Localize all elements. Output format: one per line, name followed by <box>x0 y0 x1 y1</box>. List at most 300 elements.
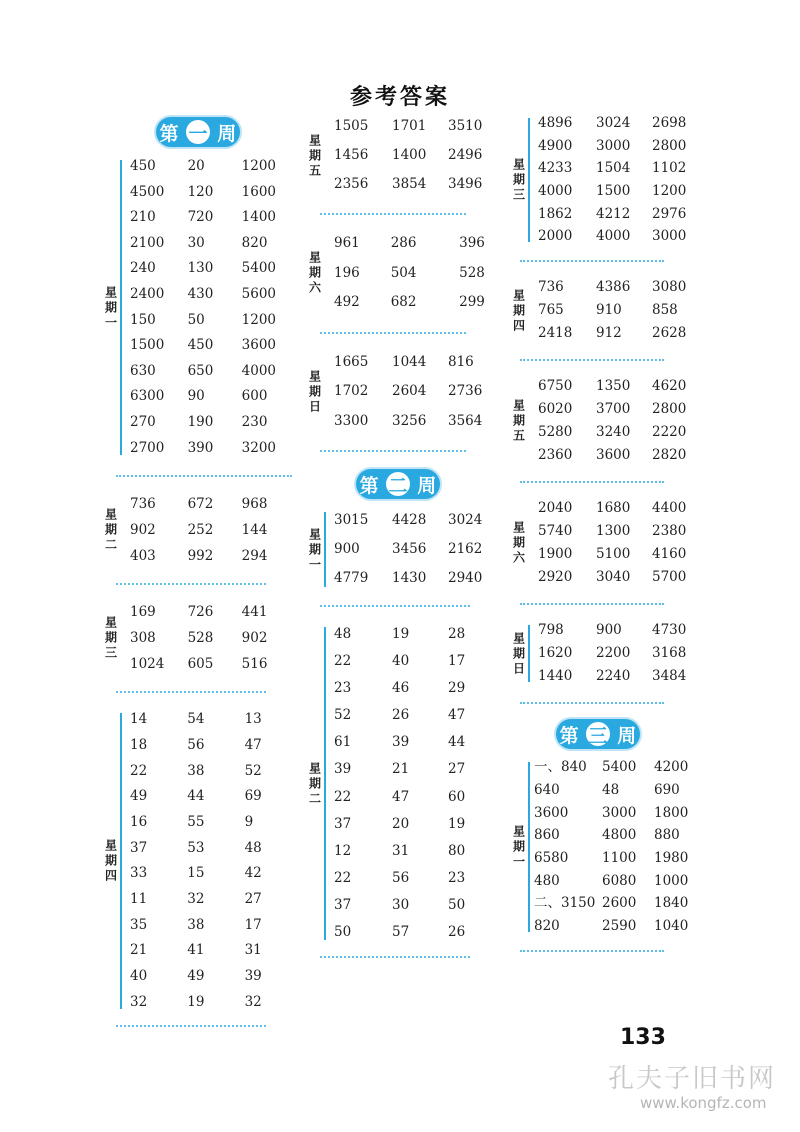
answer-value: 37 <box>130 839 148 856</box>
answer-row <box>538 157 712 180</box>
answer-value: 55 <box>187 813 205 830</box>
answer-value: 46 <box>392 680 410 697</box>
answer-value: 44 <box>448 734 466 751</box>
answer-value: 1040 <box>654 917 689 934</box>
answer-row <box>538 642 712 665</box>
answer-value: 3240 <box>596 424 631 441</box>
answer-value: 22 <box>334 869 352 886</box>
separator <box>320 605 470 607</box>
answer-value: 605 <box>187 656 214 673</box>
answer-row <box>538 619 712 642</box>
answer-value: 2360 <box>538 447 573 464</box>
answer-value: 54 <box>187 711 205 728</box>
answer-value: 169 <box>130 604 156 621</box>
answer-row <box>334 229 508 259</box>
answer-value: 441 <box>241 604 268 621</box>
answer-row <box>334 259 508 289</box>
answer-value: 20 <box>187 158 205 174</box>
answer-value: 4400 <box>652 500 687 517</box>
answer-value: 9 <box>244 813 254 830</box>
answer-value: 26 <box>392 707 410 724</box>
answer-value: 40 <box>130 968 148 984</box>
answer-value: 3000 <box>602 804 637 821</box>
answer-value: 2240 <box>596 668 631 685</box>
answer-value: 31 <box>244 942 262 959</box>
answer-value: 1702 <box>334 383 369 399</box>
answer-value: 3040 <box>596 569 631 586</box>
answer-value: 900 <box>334 541 360 557</box>
answer-value: 390 <box>187 439 214 456</box>
answer-value: 1840 <box>654 895 689 912</box>
answer-value: 6580 <box>534 849 569 866</box>
answer-row <box>130 384 294 410</box>
answer-value: 1680 <box>596 500 631 517</box>
answer-value: 4386 <box>596 279 631 296</box>
answer-row <box>130 759 294 785</box>
answer-row <box>538 543 712 566</box>
w1-saturday-section <box>308 229 508 318</box>
answer-row <box>538 225 712 248</box>
answer-value: 23 <box>334 680 352 697</box>
answer-value: 4212 <box>596 205 631 222</box>
answer-value: 3300 <box>334 412 369 429</box>
answer-value: 3168 <box>652 645 687 662</box>
answer-value: 35 <box>130 916 148 933</box>
answer-rows <box>130 599 294 677</box>
answer-value: 6300 <box>130 388 165 405</box>
w1-tuesday-section <box>104 491 294 569</box>
answer-row <box>534 802 712 825</box>
column-1 <box>104 112 294 1027</box>
answer-value: 1102 <box>652 160 687 177</box>
answer-row <box>538 203 712 226</box>
day-label: 星期六 <box>512 520 525 565</box>
answer-value: 2800 <box>652 137 687 154</box>
w1-friday-section <box>308 112 508 199</box>
answer-value: 2940 <box>448 570 483 586</box>
answer-value: 69 <box>244 788 262 805</box>
answer-row <box>538 112 712 135</box>
answer-value: 53 <box>187 839 205 856</box>
day-label: 星期二 <box>308 761 321 806</box>
answer-rows <box>334 229 508 318</box>
answer-value: 765 <box>538 302 564 319</box>
answer-row <box>538 135 712 158</box>
answer-value: 2400 <box>130 285 165 302</box>
day-label: 星期一 <box>104 285 117 330</box>
w2-tuesday-section <box>308 621 508 946</box>
answer-value: 30 <box>392 896 410 913</box>
answer-value: 294 <box>241 548 268 565</box>
answer-row <box>130 205 294 231</box>
answer-value: 11 <box>130 890 148 907</box>
answer-value: 528 <box>459 264 485 281</box>
answer-value: 1620 <box>538 645 573 662</box>
answer-row <box>334 112 508 141</box>
answer-value: 880 <box>654 827 680 844</box>
answer-value: 32 <box>130 993 148 1010</box>
separator <box>320 450 466 452</box>
answer-value: 4900 <box>538 137 573 154</box>
answer-value: 3600 <box>534 804 569 821</box>
page-title: 参考答案 <box>349 85 450 110</box>
answer-value: 57 <box>392 924 410 941</box>
answer-value: 5280 <box>538 424 573 441</box>
answer-value: 6080 <box>602 872 637 889</box>
answer-value: 3564 <box>448 412 483 429</box>
separator <box>116 691 266 693</box>
answer-value: 630 <box>130 362 156 379</box>
answer-value: 5100 <box>596 546 631 563</box>
answer-value: 1200 <box>652 183 687 200</box>
answer-value: 38 <box>187 762 205 779</box>
answer-value: 3200 <box>241 439 277 456</box>
answer-value: 2000 <box>538 228 573 245</box>
answer-value: 2162 <box>448 541 483 557</box>
answer-value: 22 <box>334 653 352 670</box>
answer-value: 858 <box>652 302 678 319</box>
answer-row <box>334 377 508 407</box>
day-label: 星期三 <box>512 157 525 202</box>
separator <box>520 950 664 952</box>
answer-value: 1980 <box>654 849 689 866</box>
day-label: 星期六 <box>308 250 321 295</box>
w2-monday-section <box>308 506 508 593</box>
answer-value: 6020 <box>538 401 573 418</box>
answer-value: 4233 <box>538 160 573 177</box>
answer-value: 2920 <box>538 569 573 586</box>
answer-row <box>130 733 294 759</box>
answer-value: 28 <box>448 626 466 642</box>
answer-value: 726 <box>187 604 214 621</box>
answer-value: 1200 <box>241 311 277 328</box>
separator <box>520 603 664 605</box>
answer-rows <box>130 707 294 1015</box>
answer-value: 60 <box>448 788 466 805</box>
w3-monday-section <box>512 756 712 938</box>
answer-row <box>538 398 712 421</box>
answer-value: 30 <box>187 234 205 251</box>
answer-row <box>334 506 508 535</box>
answer-value: 270 <box>130 413 156 430</box>
answer-value: 640 <box>534 781 560 798</box>
answer-row <box>130 707 294 733</box>
answer-row <box>130 517 294 543</box>
answer-value: 一、840 <box>534 759 587 776</box>
answer-value: 47 <box>392 788 410 805</box>
answer-value: 1600 <box>241 183 277 200</box>
answer-value: 403 <box>130 548 156 565</box>
answer-row <box>334 648 508 675</box>
answer-value: 6750 <box>538 378 573 395</box>
answer-value: 21 <box>392 761 410 778</box>
answer-row <box>130 913 294 939</box>
answer-value: 56 <box>392 869 410 886</box>
separator <box>320 332 466 334</box>
answer-row <box>334 675 508 702</box>
answer-value: 49 <box>187 968 205 984</box>
w1-sunday-section <box>308 348 508 437</box>
answer-value: 820 <box>241 234 268 251</box>
answer-value: 492 <box>334 294 360 310</box>
answer-value: 3484 <box>652 668 687 685</box>
answer-value: 3600 <box>596 447 631 464</box>
answer-value: 47 <box>448 707 466 724</box>
answer-row <box>130 887 294 913</box>
answer-row <box>130 491 294 517</box>
answer-row <box>334 407 508 437</box>
answer-row <box>130 990 294 1016</box>
answer-value: 816 <box>448 353 474 370</box>
answer-row <box>538 180 712 203</box>
w2-wednesday-section <box>512 112 712 248</box>
answer-value: 12 <box>334 842 352 859</box>
answer-value: 2040 <box>538 500 573 517</box>
answer-value: 48 <box>244 839 262 856</box>
answer-value: 992 <box>187 548 214 565</box>
w1-monday-section <box>104 154 294 461</box>
answer-row <box>538 375 712 398</box>
day-label: 星期三 <box>104 615 117 660</box>
week-1-header <box>156 112 294 154</box>
answer-value: 516 <box>241 656 268 673</box>
answer-value: 1000 <box>654 872 689 889</box>
separator <box>116 1025 266 1027</box>
answer-value: 39 <box>244 968 262 984</box>
answer-row <box>534 892 712 915</box>
separator <box>520 481 664 483</box>
answer-row <box>130 543 294 569</box>
answer-rows <box>538 497 712 589</box>
answer-value: 1024 <box>130 656 165 673</box>
answer-value: 48 <box>334 626 352 642</box>
answer-value: 22 <box>334 788 352 805</box>
answer-value: 39 <box>392 734 410 751</box>
answer-value: 37 <box>334 815 352 832</box>
answer-row <box>538 497 712 520</box>
answer-row <box>130 599 294 625</box>
answer-value: 3080 <box>652 279 687 296</box>
answer-value: 3024 <box>448 512 483 528</box>
answer-value: 20 <box>392 815 410 832</box>
answer-value: 二、3150 <box>534 895 596 912</box>
answer-value: 3600 <box>241 337 277 354</box>
answer-rows <box>334 348 508 437</box>
answer-rows <box>334 621 508 946</box>
answer-row <box>130 625 294 651</box>
answer-value: 4200 <box>654 759 689 776</box>
answer-rows <box>538 112 712 248</box>
answer-value: 798 <box>538 622 564 639</box>
answer-value: 4620 <box>652 378 687 395</box>
answer-value: 430 <box>187 285 214 302</box>
answer-value: 2200 <box>596 645 631 662</box>
answer-rows <box>130 154 294 461</box>
answer-value: 480 <box>534 872 560 889</box>
answer-value: 2220 <box>652 424 687 441</box>
answer-value: 19 <box>392 626 410 642</box>
answer-value: 23 <box>448 869 466 886</box>
answer-value: 2736 <box>448 383 483 399</box>
answer-row <box>534 779 712 802</box>
answer-value: 600 <box>241 388 268 405</box>
answer-value: 14 <box>130 711 148 728</box>
day-label: 星期日 <box>308 369 321 414</box>
answer-row <box>334 838 508 865</box>
answer-value: 37 <box>334 896 352 913</box>
answer-row <box>538 520 712 543</box>
answer-value: 2604 <box>392 383 427 399</box>
answer-value: 22 <box>130 762 148 779</box>
answer-value: 3024 <box>596 115 631 131</box>
answer-value: 2976 <box>652 205 687 222</box>
answer-value: 2496 <box>448 147 483 163</box>
week-3-header <box>556 714 712 756</box>
answer-value: 860 <box>534 827 560 844</box>
answer-value: 42 <box>244 865 262 882</box>
answer-row <box>130 256 294 282</box>
answer-row <box>334 535 508 564</box>
answer-row <box>130 964 294 990</box>
answer-row <box>538 444 712 467</box>
column-3 <box>512 112 712 952</box>
answer-value: 3015 <box>334 512 369 528</box>
answer-row <box>130 784 294 810</box>
answer-row <box>534 824 712 847</box>
answer-value: 50 <box>448 896 466 913</box>
week-2-badge: 第 二 周 <box>356 469 440 499</box>
answer-value: 38 <box>187 916 205 933</box>
answer-value: 3496 <box>448 176 483 192</box>
answer-value: 1400 <box>392 147 427 163</box>
answer-value: 1900 <box>538 546 573 563</box>
answer-row <box>534 756 712 779</box>
answer-value: 230 <box>241 413 268 430</box>
answer-rows <box>538 619 712 688</box>
answer-value: 5600 <box>241 285 277 302</box>
answer-row <box>334 702 508 729</box>
answer-value: 19 <box>187 993 205 1010</box>
watermark-url: www.kongfz.com <box>640 1094 767 1112</box>
day-label: 星期五 <box>512 398 525 443</box>
answer-value: 1440 <box>538 668 573 685</box>
answer-value: 1200 <box>241 158 277 174</box>
answer-value: 13 <box>244 711 262 728</box>
answer-rows <box>334 112 508 199</box>
answer-row <box>130 436 294 462</box>
answer-row <box>334 348 508 378</box>
answer-value: 1350 <box>596 378 631 395</box>
answer-value: 80 <box>448 842 466 859</box>
answer-value: 3000 <box>652 228 687 245</box>
day-label: 星期五 <box>308 133 321 177</box>
answer-value: 150 <box>130 311 156 328</box>
w2-saturday-section <box>512 497 712 589</box>
answer-value: 27 <box>244 890 262 907</box>
answer-value: 41 <box>187 942 205 959</box>
answer-value: 210 <box>130 209 156 226</box>
page-number: 133 <box>620 1025 666 1050</box>
answer-value: 4428 <box>392 512 427 528</box>
answer-value: 3256 <box>392 412 427 429</box>
answer-value: 48 <box>602 781 620 798</box>
answer-row <box>538 665 712 688</box>
day-label: 星期一 <box>308 527 321 571</box>
answer-value: 5700 <box>652 569 687 586</box>
answer-row <box>334 170 508 199</box>
answer-value: 1665 <box>334 353 369 370</box>
answer-row <box>334 811 508 838</box>
answer-value: 2380 <box>652 523 687 540</box>
week-3-badge: 第 三 周 <box>556 719 640 749</box>
answer-value: 720 <box>187 209 214 226</box>
answer-value: 90 <box>187 388 205 405</box>
answer-row <box>130 810 294 836</box>
answer-value: 2800 <box>652 401 687 418</box>
answer-value: 252 <box>187 522 214 539</box>
answer-value: 504 <box>390 264 417 281</box>
answer-value: 2820 <box>652 447 687 464</box>
answer-value: 396 <box>459 235 485 251</box>
answer-value: 50 <box>334 924 352 941</box>
answer-row <box>334 729 508 756</box>
answer-rows <box>538 276 712 345</box>
answer-value: 1400 <box>241 209 277 226</box>
answer-value: 4000 <box>596 228 631 245</box>
answer-value: 33 <box>130 865 148 882</box>
answer-value: 29 <box>448 680 466 697</box>
answer-value: 1504 <box>596 160 631 177</box>
answer-value: 1456 <box>334 147 369 163</box>
answer-value: 308 <box>130 630 156 647</box>
answer-value: 32 <box>244 993 262 1010</box>
answer-value: 1500 <box>596 183 631 200</box>
answer-value: 1701 <box>392 118 427 134</box>
answer-value: 4500 <box>130 183 165 200</box>
answer-value: 27 <box>448 761 466 778</box>
answer-row <box>334 892 508 919</box>
answer-row <box>334 141 508 170</box>
answer-value: 3000 <box>596 137 631 154</box>
answer-value: 52 <box>244 762 262 779</box>
w1-thursday-section <box>104 707 294 1015</box>
answer-row <box>534 847 712 870</box>
answer-value: 299 <box>459 294 485 310</box>
answer-value: 31 <box>392 842 410 859</box>
answer-value: 3854 <box>392 176 427 192</box>
answer-value: 450 <box>130 158 156 174</box>
answer-row <box>334 288 508 318</box>
answer-row <box>130 938 294 964</box>
answer-value: 130 <box>187 260 214 277</box>
answer-row <box>130 231 294 257</box>
answer-value: 736 <box>538 279 564 296</box>
separator <box>320 956 470 958</box>
answer-row <box>130 282 294 308</box>
w2-friday-section <box>512 375 712 467</box>
answer-value: 450 <box>187 337 214 354</box>
answer-row <box>130 333 294 359</box>
separator <box>520 359 664 361</box>
answer-value: 1300 <box>596 523 631 540</box>
answer-value: 902 <box>241 630 268 647</box>
answer-value: 56 <box>187 736 205 753</box>
answer-value: 4730 <box>652 622 687 639</box>
answer-value: 672 <box>187 496 214 513</box>
answer-row <box>130 410 294 436</box>
w2-thursday-section <box>512 276 712 345</box>
answer-value: 2600 <box>602 895 637 912</box>
